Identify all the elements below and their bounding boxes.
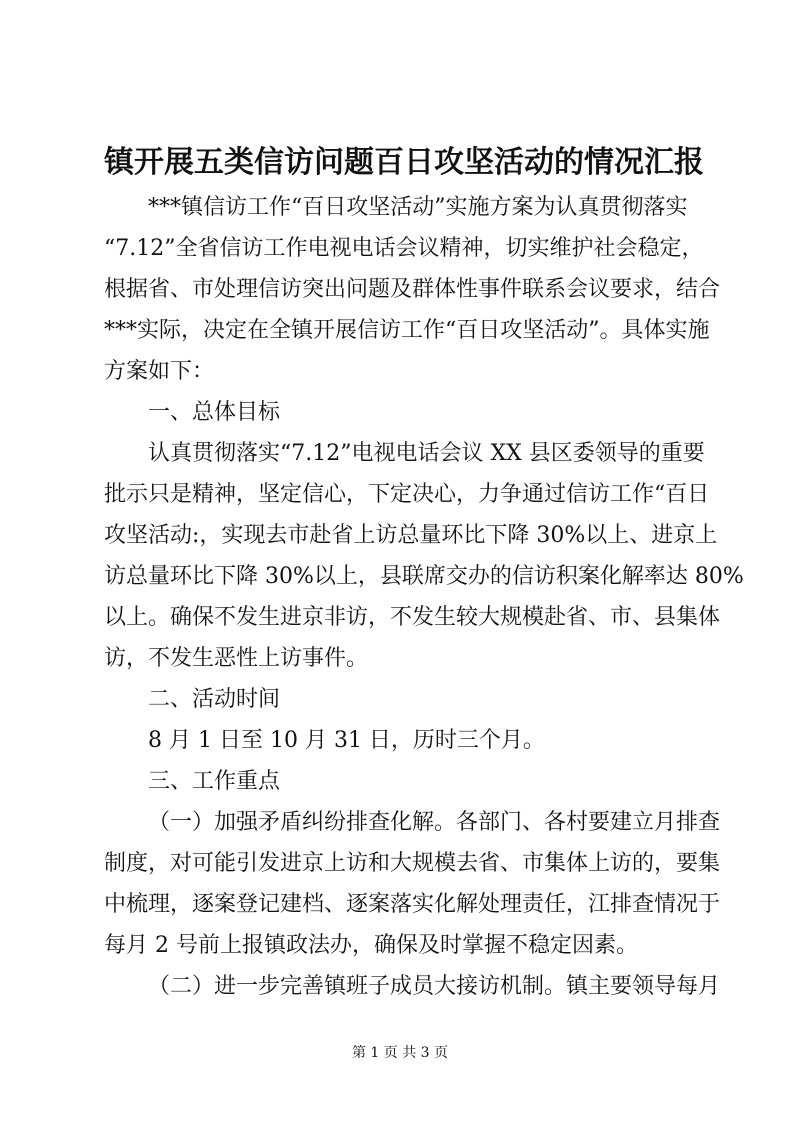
paragraph-line: 方案如下：	[104, 359, 215, 384]
paragraph-line: 访总量环比下降 30%以上，县联席交办的信访积案化解率达 80%	[104, 564, 744, 589]
paragraph-line: 每月 2 号前上报镇政法办，确保及时掌握不稳定因素。	[104, 933, 638, 958]
document-title: 镇开展五类信访问题百日攻坚活动的情况汇报	[104, 145, 704, 180]
section-heading: 三、工作重点	[148, 769, 281, 794]
paragraph-line: 访，不发生恶性上访事件。	[104, 646, 369, 671]
paragraph-line: “7.12”全省信访工作电视电话会议精神，切实维护社会稳定，	[104, 236, 704, 261]
paragraph-line: 根据省、市处理信访突出问题及群体性事件联系会议要求，结合	[104, 277, 721, 302]
paragraph-line: ***镇信访工作“百日攻坚活动”实施方案为认真贯彻落实	[148, 195, 688, 220]
paragraph-line: （二）进一步完善镇班子成员大接访机制。镇主要领导每月	[148, 974, 721, 999]
paragraph-line: 认真贯彻落实“7.12”电视电话会议 XX 县区委领导的重要	[148, 441, 705, 466]
paragraph-line: 以上。确保不发生进京非访，不发生较大规模赴省、市、县集体	[104, 605, 721, 630]
paragraph-line: 制度，对可能引发进京上访和大规模去省、市集体上访的，要集	[104, 851, 721, 876]
paragraph-line: 8 月 1 日至 10 月 31 日，历时三个月。	[148, 728, 545, 753]
paragraph-line: （一）加强矛盾纠纷排查化解。各部门、各村要建立月排查	[148, 810, 721, 835]
paragraph-line: 中梳理，逐案登记建档、逐案落实化解处理责任，江排查情况于	[104, 892, 721, 917]
paragraph-line: 批示只是精神，坚定信心，下定决心，力争通过信访工作“百日	[104, 482, 710, 507]
paragraph-line: ***实际，决定在全镇开展信访工作“百日攻坚活动”。具体实施	[104, 318, 710, 343]
page-footer: 第 1 页 共 3 页	[351, 1045, 449, 1061]
section-heading: 一、总体目标	[148, 400, 281, 425]
section-heading: 二、活动时间	[148, 687, 281, 712]
paragraph-line: 攻坚活动:，实现去市赴省上访总量环比下降 30%以上、进京上	[104, 523, 718, 548]
